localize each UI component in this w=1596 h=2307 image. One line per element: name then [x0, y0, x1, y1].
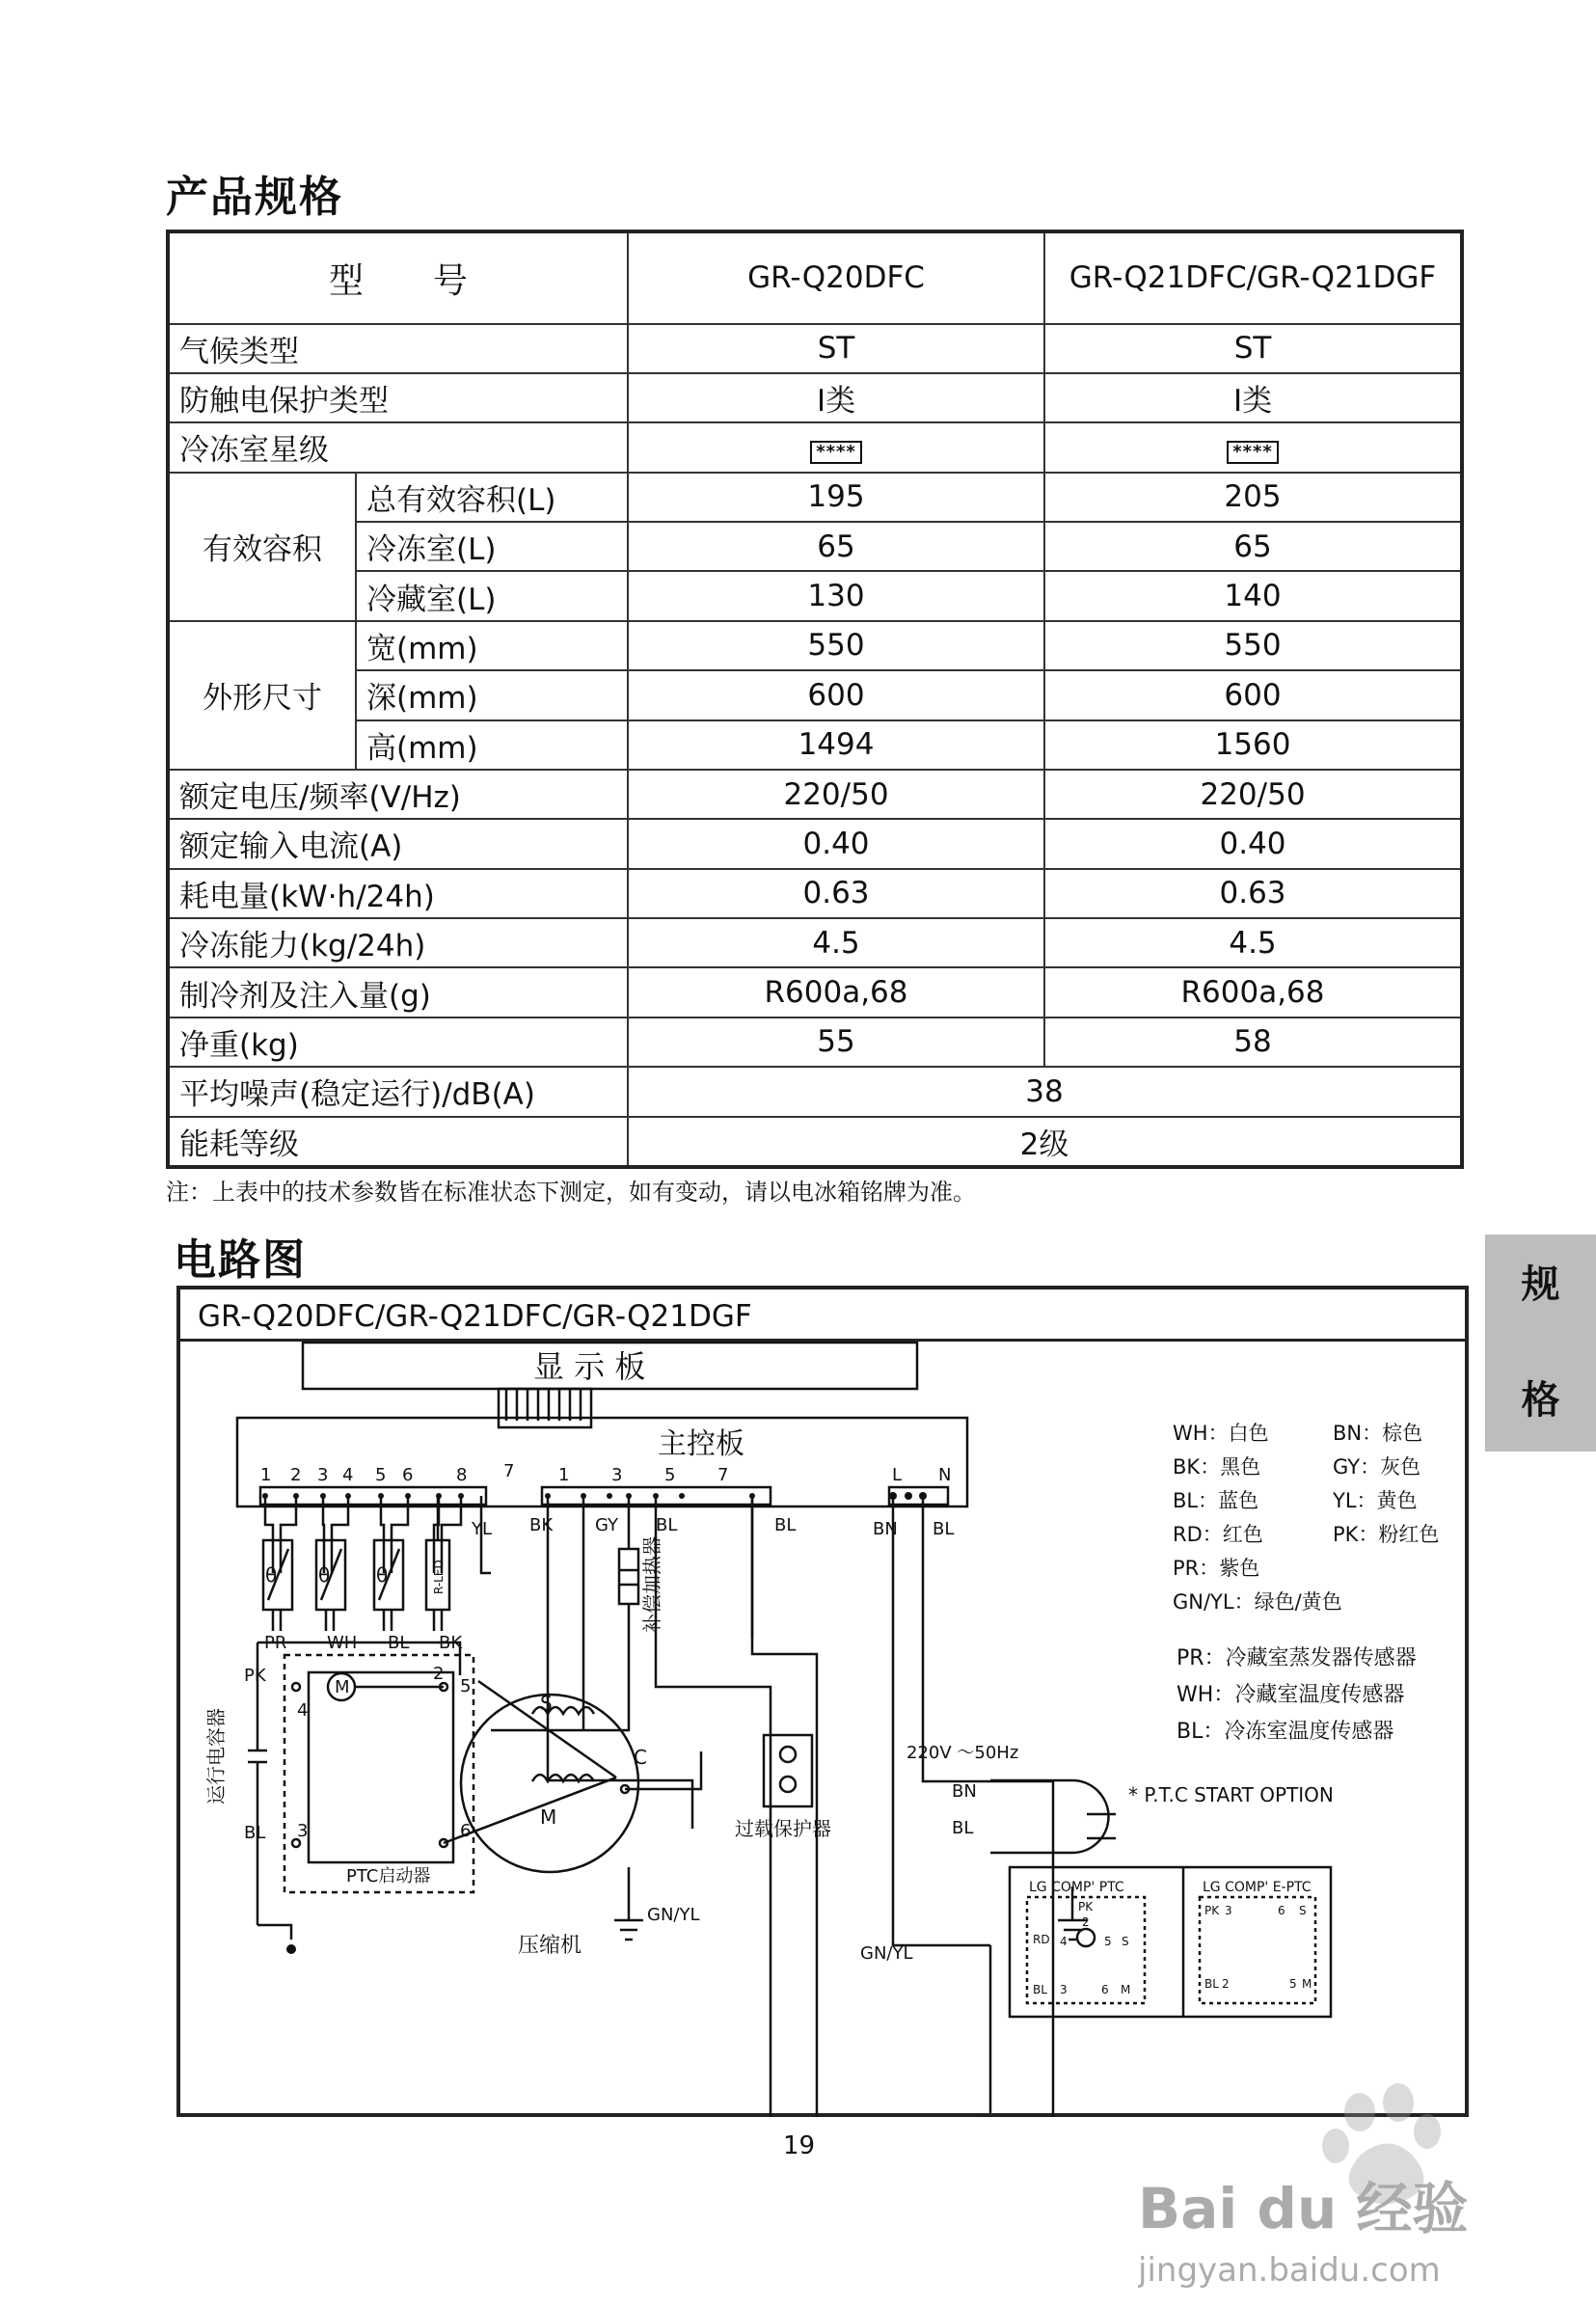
- mini-label: 6: [1101, 1983, 1109, 1996]
- table-row: [168, 967, 1462, 1017]
- side-tab-char: 规: [1521, 1262, 1560, 1307]
- row-label: 冷冻室星级: [168, 422, 628, 472]
- cell: 4.5: [628, 918, 1044, 967]
- legend-entry: YL：黄色: [1333, 1489, 1418, 1512]
- compressor-terminal: C: [634, 1746, 647, 1769]
- cell: 65: [628, 522, 1044, 571]
- cell: 205: [1044, 473, 1462, 522]
- legend-entry: BL：蓝色: [1173, 1489, 1259, 1512]
- table-header-row: [168, 231, 1462, 324]
- baidu-watermark: [1138, 2074, 1524, 2295]
- row-label: 净重(kg): [168, 1018, 628, 1067]
- circuit-title: 电路图: [174, 1235, 307, 1285]
- legend-sensor: WH：冷藏室温度传感器: [1177, 1683, 1405, 1707]
- header-model: 型 号: [168, 231, 628, 324]
- circuit-diagram: [180, 1342, 1465, 2117]
- theta-symbol: θ: [265, 1563, 278, 1587]
- ptc-box-title: LG COMP' PTC: [1029, 1880, 1124, 1895]
- cell: R600a,68: [628, 967, 1044, 1017]
- wire-label: BN: [952, 1781, 977, 1802]
- legend-entry: BK：黑色: [1173, 1455, 1261, 1479]
- cell: 4.5: [1044, 918, 1462, 967]
- ground-label: GN/YL: [647, 1905, 700, 1925]
- terminal-label: 2: [290, 1465, 302, 1485]
- ptc-pin: 5: [460, 1676, 472, 1696]
- mini-label: M: [1302, 1977, 1312, 1991]
- mini-label: 2: [1082, 1915, 1090, 1929]
- cell: 38: [628, 1067, 1462, 1116]
- spec-table: [166, 230, 1464, 1169]
- header-model-1: GR-Q20DFC: [628, 231, 1044, 324]
- table-row: [168, 373, 1462, 422]
- supply-label: 220V ～50Hz: [906, 1743, 1019, 1763]
- sensor-label: BK: [439, 1633, 463, 1653]
- cell: Ⅰ类: [628, 373, 1044, 422]
- cell: 0.63: [1044, 869, 1462, 918]
- row-label: 总有效容积(L): [356, 473, 628, 522]
- row-label: 宽(mm): [356, 621, 628, 670]
- row-label: 防触电保护类型: [168, 373, 628, 422]
- terminal-label: 1: [260, 1465, 272, 1485]
- table-row: [168, 918, 1462, 967]
- cell: [1044, 422, 1462, 472]
- power-terminal-block: [889, 1487, 948, 1505]
- cell: 0.40: [1044, 819, 1462, 868]
- ribbon-connector: [499, 1389, 591, 1427]
- page-number: 19: [783, 2131, 816, 2160]
- cell: 600: [628, 670, 1044, 719]
- table-row: [168, 720, 1462, 770]
- compressor-terminal: M: [540, 1805, 557, 1829]
- star-rating-badge: ****: [810, 441, 862, 464]
- spec-note: 注：上表中的技术参数皆在标准状态下测定，如有变动，请以电冰箱铭牌为准。: [166, 1179, 976, 1206]
- mini-label: 5: [1104, 1935, 1112, 1948]
- cell: 2级: [628, 1117, 1462, 1167]
- wire-label: BN: [873, 1519, 898, 1539]
- legend-sensor: PR：冷藏室蒸发器传感器: [1177, 1646, 1417, 1670]
- cell: 600: [1044, 670, 1462, 719]
- mini-label: PK: [1204, 1904, 1220, 1917]
- sensor-label: WH: [327, 1633, 358, 1653]
- theta-symbol: θ: [318, 1563, 331, 1587]
- legend-entry: RD：红色: [1173, 1523, 1263, 1546]
- row-label: 额定电压/频率(V/Hz): [168, 770, 628, 819]
- sensor-label: BL: [388, 1633, 410, 1653]
- row-label: 冷冻室(L): [356, 522, 628, 571]
- wire-label: BL: [656, 1515, 678, 1535]
- terminal-label: 7: [503, 1461, 515, 1481]
- table-row: [168, 770, 1462, 819]
- terminal-label: 5: [664, 1465, 676, 1485]
- spec-title: 产品规格: [166, 173, 343, 222]
- ptc-inner: [309, 1672, 453, 1862]
- compressor-label: 压缩机: [518, 1934, 582, 1958]
- table-row: [168, 1067, 1462, 1116]
- wire-label: BL: [774, 1515, 797, 1535]
- ptc-pin: 2: [433, 1664, 445, 1684]
- watermark-brand: Bai du 经验: [1138, 2176, 1469, 2241]
- row-label: 气候类型: [168, 324, 628, 373]
- row-label: 冷冻能力(kg/24h): [168, 918, 628, 967]
- sensor-label: PR: [264, 1633, 287, 1653]
- circuit-diagram-box: [176, 1286, 1469, 2117]
- main-board-label: 主控板: [658, 1427, 744, 1461]
- terminal-label: N: [938, 1465, 952, 1485]
- side-tab-char: 格: [1521, 1378, 1560, 1423]
- row-label: 制冷剂及注入量(g): [168, 967, 628, 1017]
- terminal-label: 6: [402, 1465, 414, 1485]
- paw-toe: [1322, 2129, 1349, 2163]
- cell: 0.63: [628, 869, 1044, 918]
- cell: 65: [1044, 522, 1462, 571]
- table-row: [168, 473, 1462, 522]
- paw-toe: [1383, 2083, 1414, 2122]
- cell: 130: [628, 571, 1044, 620]
- paw-toe: [1344, 2093, 1375, 2131]
- side-tab: [1485, 1235, 1596, 1452]
- wire-label: BL: [933, 1519, 955, 1539]
- main-board-box: [237, 1418, 967, 1506]
- overload-label: 过载保护器: [735, 1817, 831, 1840]
- mini-label: 3: [1225, 1904, 1232, 1917]
- terminal-label: 3: [317, 1465, 329, 1485]
- table-row: [168, 522, 1462, 571]
- watermark-url: jingyan.baidu.com: [1138, 2251, 1441, 2290]
- cell: 0.40: [628, 819, 1044, 868]
- ground-label: GN/YL: [860, 1943, 913, 1964]
- wire-label: BK: [529, 1515, 554, 1535]
- legend-entry: GY：灰色: [1333, 1455, 1421, 1479]
- mini-label: BL: [1033, 1983, 1047, 1996]
- cell: 58: [1044, 1018, 1462, 1067]
- theta-symbol: θ: [376, 1563, 389, 1587]
- paw-toe: [1414, 2114, 1441, 2149]
- mini-label: BL: [1204, 1977, 1219, 1991]
- legend-entry: PK：粉红色: [1333, 1523, 1440, 1546]
- terminal-label: 4: [342, 1465, 354, 1485]
- row-label: 高(mm): [356, 720, 628, 770]
- table-row: [168, 621, 1462, 670]
- compressor-terminal: S: [540, 1692, 553, 1715]
- row-label: 冷藏室(L): [356, 571, 628, 620]
- table-row: [168, 422, 1462, 472]
- legend-entry: BN：棕色: [1333, 1422, 1423, 1445]
- mini-label: RD: [1033, 1933, 1050, 1946]
- cell: 140: [1044, 571, 1462, 620]
- table-row: [168, 1018, 1462, 1067]
- mini-label: 4: [1060, 1935, 1068, 1948]
- mini-label: S: [1299, 1904, 1307, 1917]
- cell: 550: [1044, 621, 1462, 670]
- table-row: [168, 571, 1462, 620]
- wire-label: BL: [244, 1823, 266, 1843]
- wire-label: PK: [244, 1666, 266, 1686]
- circuit-models-header: [180, 1289, 1465, 1342]
- cell: R600a,68: [1044, 967, 1462, 1017]
- cell: 550: [628, 621, 1044, 670]
- row-label: 平均噪声(稳定运行)/dB(A): [168, 1067, 628, 1116]
- table-row: [168, 670, 1462, 719]
- mini-label: PK: [1078, 1900, 1094, 1913]
- cell: Ⅰ类: [1044, 373, 1462, 422]
- wire-label: BL: [952, 1818, 974, 1838]
- legend-entry: WH：白色: [1173, 1422, 1269, 1445]
- cell: 220/50: [1044, 770, 1462, 819]
- rled-label: R-LED: [432, 1560, 446, 1594]
- row-label: 能耗等级: [168, 1117, 628, 1167]
- legend-entry: PR：紫色: [1173, 1557, 1260, 1580]
- ptc-pin: 3: [297, 1821, 309, 1841]
- cell: 1494: [628, 720, 1044, 770]
- mini-label: 6: [1278, 1904, 1285, 1917]
- ptc-pin: 6: [460, 1821, 472, 1841]
- terminal-label: 7: [717, 1465, 729, 1485]
- table-row: [168, 869, 1462, 918]
- cell: ST: [1044, 324, 1462, 373]
- capacitor-label: 运行电容器: [204, 1708, 228, 1805]
- row-label: 深(mm): [356, 670, 628, 719]
- cell: ST: [628, 324, 1044, 373]
- cell: 55: [628, 1018, 1044, 1067]
- legend-sensor: BL：冷冻室温度传感器: [1177, 1720, 1394, 1744]
- mini-label: M: [1121, 1983, 1131, 1996]
- ptc-box-title: LG COMP' E-PTC: [1203, 1880, 1312, 1895]
- cell: 195: [628, 473, 1044, 522]
- table-row: [168, 1117, 1462, 1167]
- ptc-starter-label: PTC启动器: [346, 1866, 431, 1886]
- mini-label: 2: [1222, 1977, 1230, 1991]
- table-row: [168, 819, 1462, 868]
- star-rating-badge: ****: [1227, 441, 1279, 464]
- group-label: 外形尺寸: [168, 621, 356, 770]
- cell: 1560: [1044, 720, 1462, 770]
- terminal-label: 8: [456, 1465, 468, 1485]
- motor-m-label: M: [335, 1677, 350, 1697]
- display-board-label: 显 示 板: [533, 1348, 646, 1385]
- cell: 220/50: [628, 770, 1044, 819]
- compressor-circle: [461, 1695, 638, 1872]
- heater-label: 补偿加热器: [640, 1536, 663, 1633]
- table-row: [168, 324, 1462, 373]
- heater: [619, 1549, 638, 1604]
- row-label: 耗电量(kW·h/24h): [168, 869, 628, 918]
- terminal-label: 1: [558, 1465, 570, 1485]
- legend-entry: GN/YL：绿色/黄色: [1173, 1590, 1342, 1614]
- group-label: 有效容积: [168, 473, 356, 621]
- terminal-label: L: [892, 1465, 903, 1485]
- terminal-label: 3: [611, 1465, 623, 1485]
- cell: [628, 422, 1044, 472]
- ptc-pin: 4: [297, 1700, 309, 1721]
- circuit-models: GR-Q20DFC/GR-Q21DFC/GR-Q21DGF: [198, 1299, 752, 1334]
- wire-label: YL: [472, 1519, 493, 1539]
- mini-label: 3: [1060, 1983, 1068, 1996]
- mini-label: 5: [1289, 1977, 1297, 1991]
- row-label: 额定输入电流(A): [168, 819, 628, 868]
- ptc-option-label: * P.T.C START OPTION: [1128, 1783, 1334, 1806]
- terminal-label: 5: [375, 1465, 387, 1485]
- wire-label: GY: [595, 1515, 619, 1535]
- mini-label: S: [1122, 1935, 1129, 1948]
- header-model-2: GR-Q21DFC/GR-Q21DGF: [1044, 231, 1462, 324]
